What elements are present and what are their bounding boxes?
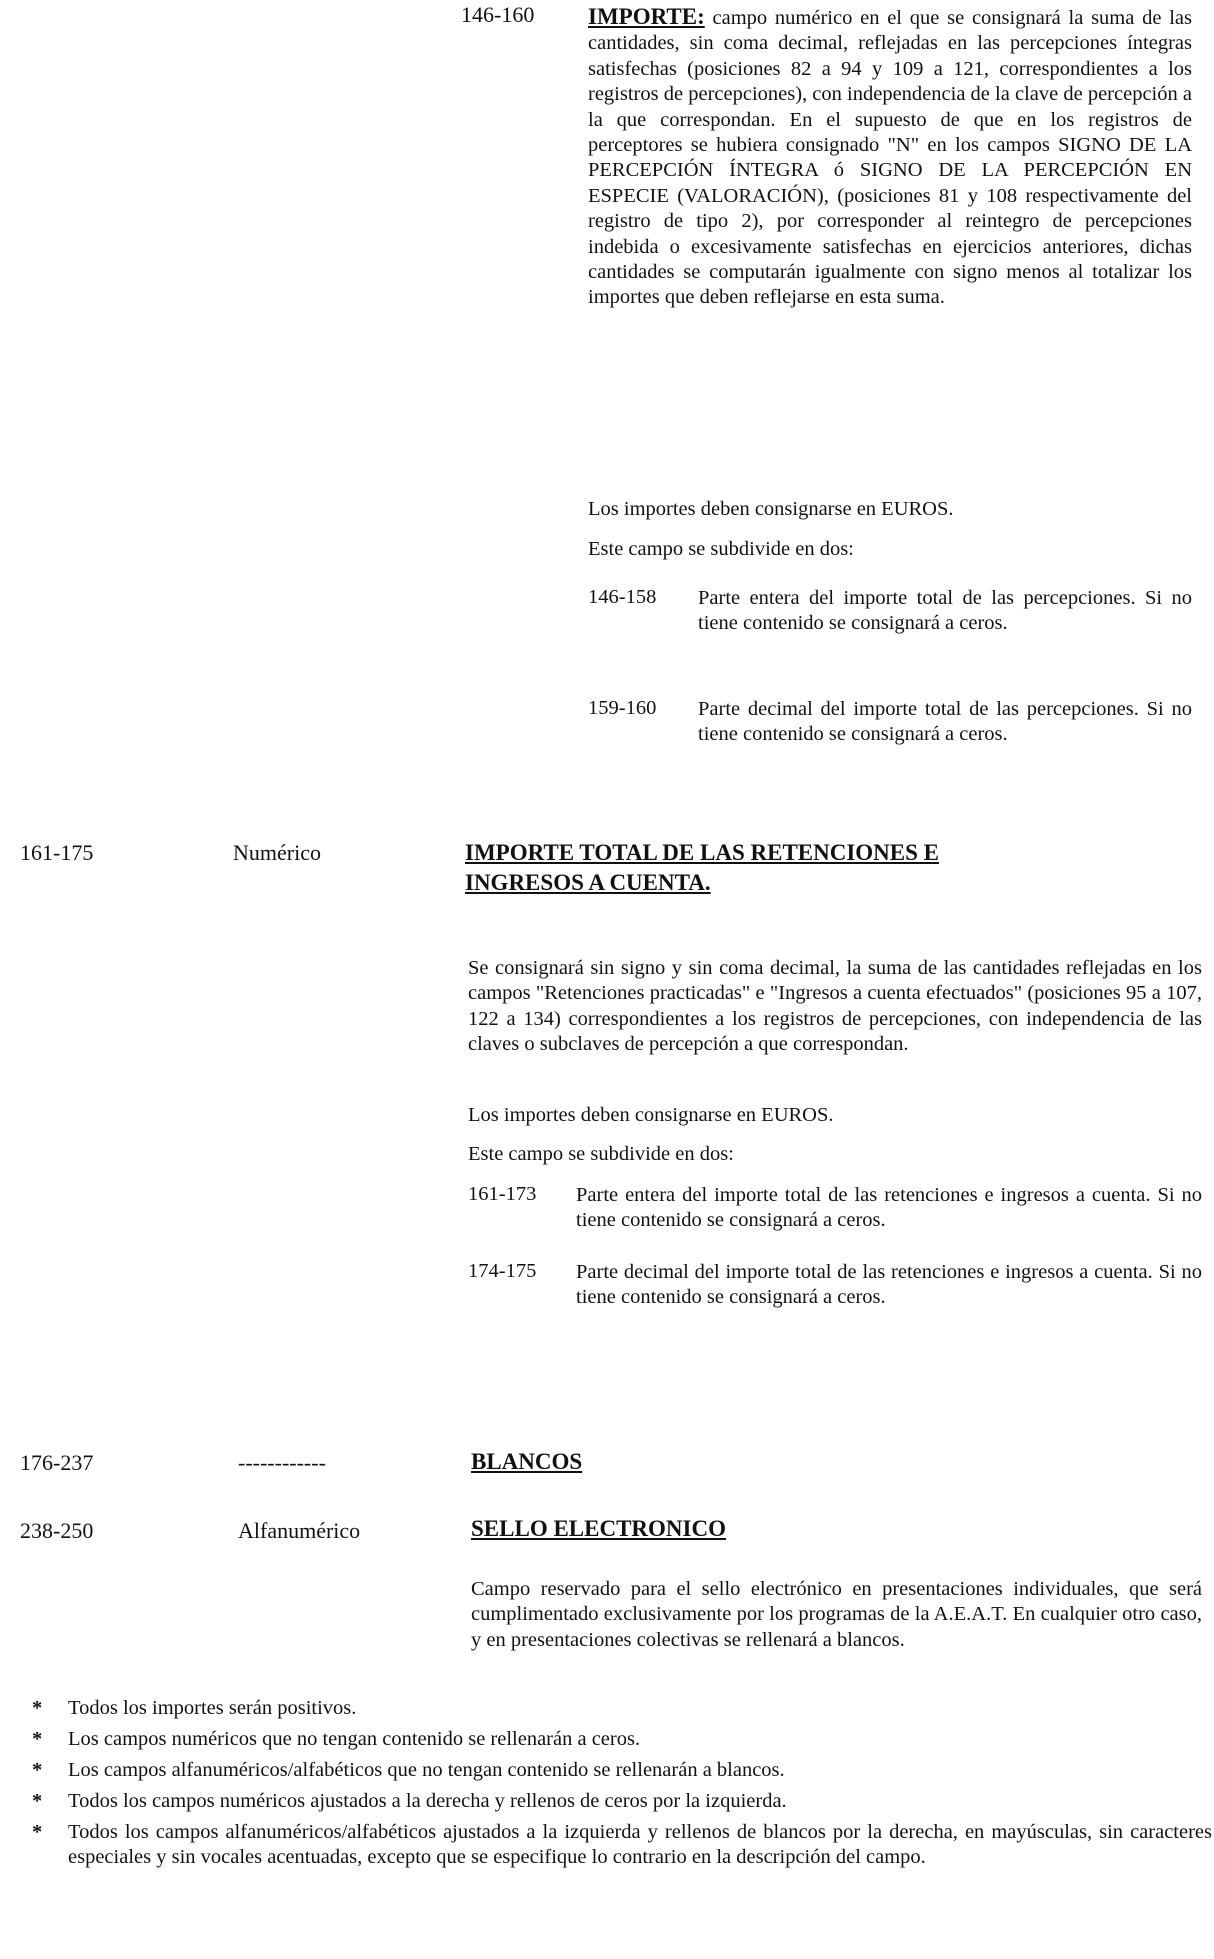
note-text: Todos los campos numéricos ajustados a la derecha y rellenos de ceros por la izquierda. [68, 1790, 787, 1812]
importe-description: campo numérico en el que se consignará la suma de las cantidades, sin coma decimal, reflejadas en las percepciones íntegras satisfechas (posiciones 82 a 94 y 109 a 121, correspondientes a los registros de percepciones), con independencia de la clave de percepción a la que correspondan. En el supuesto de que en los registros de perceptores se hubiera consignado "N" en los campos SIGNO DE LA PERCEPCIÓN ÍNTEGRA ó SIGNO DE LA PERCEPCIÓN EN ESPECIE (VALORACIÓN), (posiciones 81 y 108 respectivamente del registro de tipo 2), por corresponder al reintegro de percepciones indebida o excesivamente satisfechas en ejercicios anteriores, dichas cantidades se computarán igualmente con signo menos al totalizar los importes que deben reflejarse en esta suma. [588, 7, 1192, 309]
note-item [32, 1727, 1212, 1757]
subitem-text: Parte decimal del importe total de las percepciones. Si no tiene contenido se consignará a ceros. [698, 698, 1192, 746]
importe-subdivide-note: Este campo se subdivide en dos: [588, 538, 854, 560]
note-item [32, 1789, 1212, 1819]
subitem-text: Parte decimal del importe total de las retenciones e ingresos a cuenta. Si no tiene contenido se consignará a ceros. [576, 1261, 1202, 1309]
blancos-title: BLANCOS [471, 1449, 583, 1474]
position-161-175: 161-175 [20, 840, 94, 865]
note-item [32, 1758, 1212, 1788]
note-text: Los campos numéricos que no tengan contenido se rellenarán a ceros. [68, 1728, 641, 1750]
importe-euros-note: Los importes deben consignarse en EUROS. [588, 498, 954, 520]
bullet-star: * [32, 1790, 43, 1812]
note-item [32, 1696, 1212, 1726]
bullet-star: * [32, 1759, 43, 1781]
position-176-237: 176-237 [20, 1450, 94, 1475]
subitem-code: 159-160 [588, 697, 657, 719]
retenciones-subitem [468, 1260, 1202, 1340]
subitem-text: Parte entera del importe total de las retenciones e ingresos a cuenta. Si no tiene contenido se consignará a ceros. [576, 1184, 1202, 1232]
subitem-code: 174-175 [468, 1260, 537, 1282]
subitem-code: 146-158 [588, 586, 657, 608]
retenciones-title-line-2: INGRESOS A CUENTA. [465, 870, 711, 895]
bullet-star: * [32, 1697, 43, 1719]
note-text: Todos los importes serán positivos. [68, 1697, 357, 1719]
sello-description: Campo reservado para el sello electrónico en presentaciones individuales, que será cumplimentado exclusivamente por los programas de la A.E.A.T. En cualquier otro caso, y en presentaciones colectivas se rellenará a blancos. [471, 1578, 1202, 1651]
importe-label: IMPORTE: [588, 4, 705, 29]
importe-subitem [588, 586, 1192, 666]
subitem-text: Parte entera del importe total de las percepciones. Si no tiene contenido se consignará a ceros. [698, 587, 1192, 635]
importe-subitem [588, 697, 1192, 777]
field-type: Numérico [233, 840, 321, 865]
retenciones-subitem [468, 1183, 1202, 1243]
note-text: Todos los campos alfanuméricos/alfabéticos ajustados a la izquierda y rellenos de blancos por la derecha, en mayúsculas, sin caracteres especiales y sin vocales acentuadas, excepto que se especifique lo contrario en la descripción del campo. [68, 1821, 1212, 1869]
field-type: ------------ [238, 1450, 326, 1475]
position-146-160: 146-160 [461, 2, 535, 27]
note-text: Los campos alfanuméricos/alfabéticos que no tengan contenido se rellenarán a blancos. [68, 1759, 785, 1781]
retenciones-euros-note: Los importes deben consignarse en EUROS. [468, 1104, 834, 1126]
importe-paragraph [588, 4, 1192, 311]
sello-title: SELLO ELECTRONICO [471, 1516, 726, 1541]
bullet-star: * [32, 1728, 43, 1750]
bullet-star: * [32, 1821, 43, 1843]
field-type: Alfanumérico [238, 1518, 361, 1543]
position-238-250: 238-250 [20, 1518, 94, 1543]
retenciones-description: Se consignará sin signo y sin coma decimal, la suma de las cantidades reflejadas en los campos "Retenciones practicadas" e "Ingresos a cuenta efectuados" (posiciones 95 a 107, 122 a 134) correspondientes a los registros de percepciones, con independencia de las claves o subclaves de percepción a que correspondan. [468, 957, 1202, 1056]
subitem-code: 161-173 [468, 1183, 537, 1205]
retenciones-title-line-1: IMPORTE TOTAL DE LAS RETENCIONES E [465, 840, 940, 865]
note-item [32, 1820, 1212, 1910]
retenciones-subdivide-note: Este campo se subdivide en dos: [468, 1143, 734, 1165]
